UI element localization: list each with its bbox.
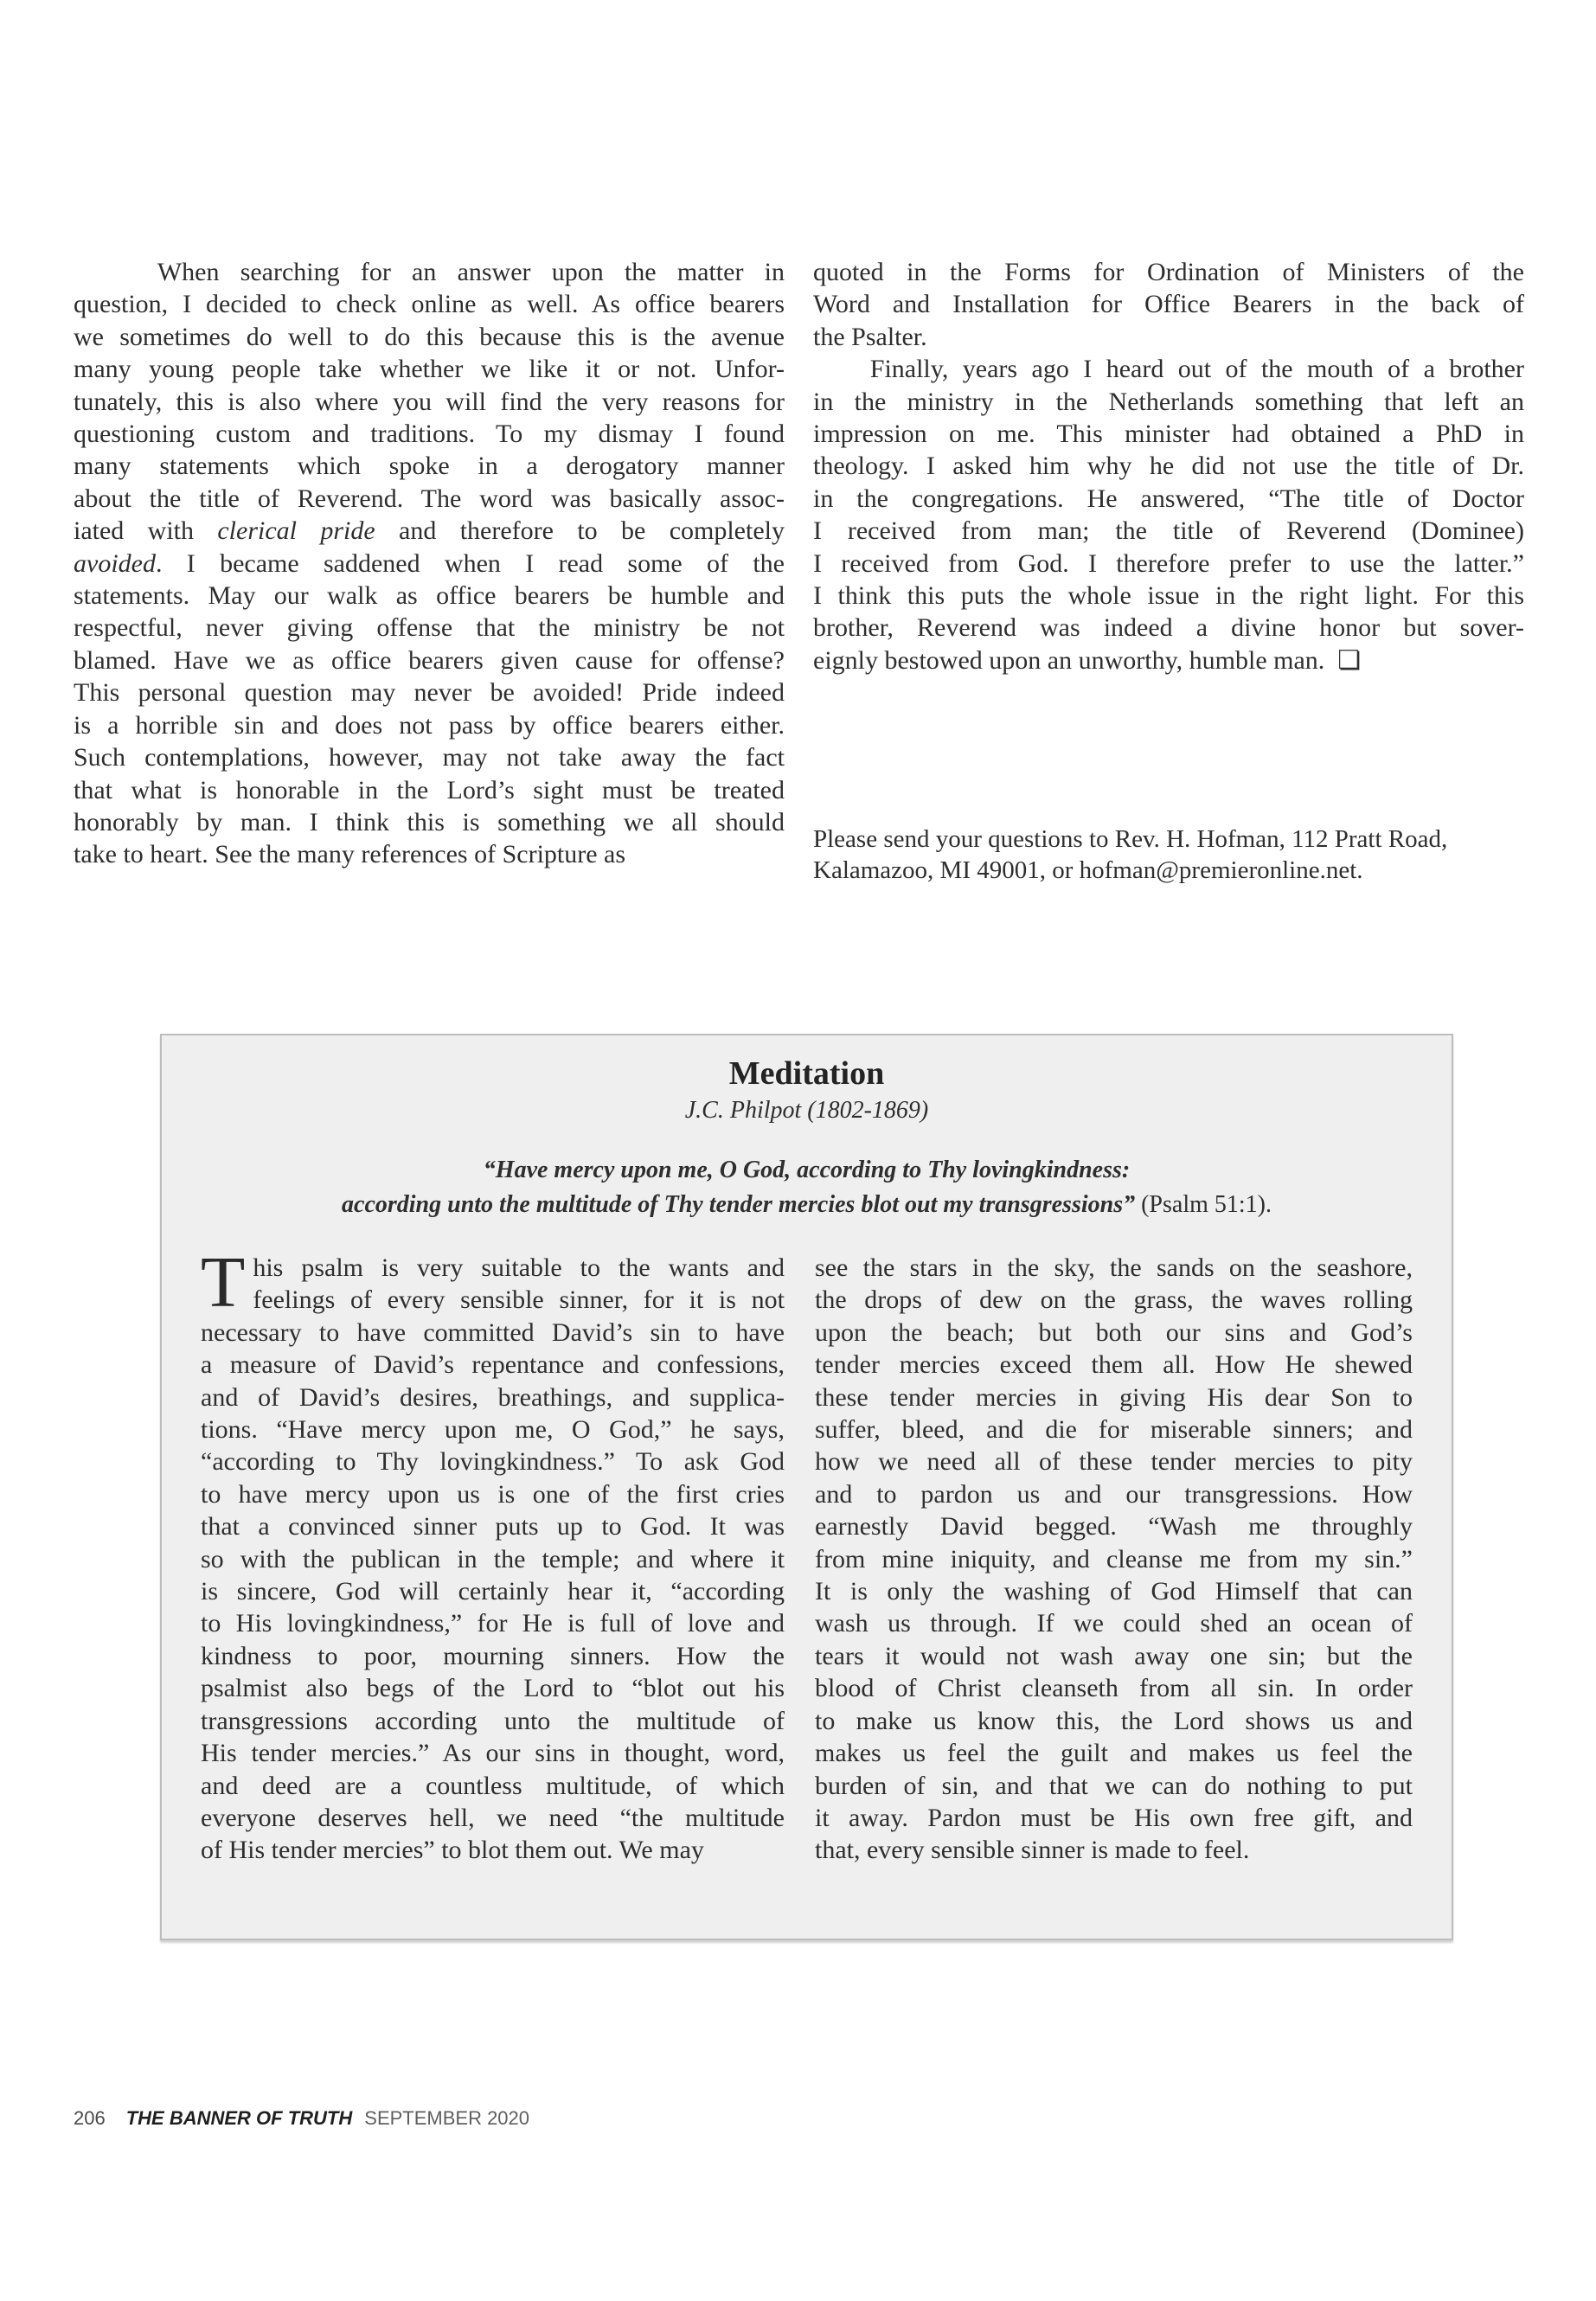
text-line: wash us through. If we could shed an ocean of — [815, 1609, 1413, 1638]
text-line: It is only the washing of God Himself that can — [815, 1577, 1413, 1606]
text-line: This personal question may never be avoided! Pride indeed — [74, 678, 785, 708]
text-line: many young people take whether we like it or not. Unfor- — [74, 355, 785, 384]
text-line: Kalamazoo, MI 49001, or hofman@premieronline.net. — [813, 856, 1363, 884]
text-line: Such contemplations, however, may not take away the fact — [74, 743, 785, 772]
meditation-column-left — [201, 1242, 785, 1867]
text-line: I received from man; the title of Reverend (Dominee) — [813, 516, 1524, 546]
text-line: eignly bestowed upon an unworthy, humble man. ❏ — [813, 645, 1362, 675]
text-line: take to heart. See the many references of Scripture as — [74, 840, 626, 869]
quote-scripture-reference: (Psalm 51:1). — [1135, 1191, 1272, 1218]
text-line: many statements which spoke in a derogatory manner — [74, 452, 785, 481]
text-line: to make us know this, the Lord shows us and — [815, 1706, 1413, 1735]
text-line: When searching for an answer upon the matter in — [74, 258, 785, 286]
text-line: respectful, never giving offense that the ministry be not — [74, 613, 785, 643]
text-line: in the congregations. He answered, “The title of Doctor — [813, 484, 1524, 513]
quote-line-2-text: according unto the multitude of Thy tender mercies blot out my transgressions” — [342, 1191, 1136, 1218]
text-line: Please send your questions to Rev. H. Hofman, 112 Pratt Road, — [813, 825, 1448, 853]
article-column-right — [813, 256, 1524, 676]
article-column-left — [74, 256, 785, 871]
meditation-title: Meditation — [728, 1055, 885, 1092]
text-line: “according to Thy lovingkindness.” To ask God — [201, 1447, 785, 1477]
text-line: quoted in the Forms for Ordination of Ministers of the — [813, 258, 1524, 286]
text-line: to have mercy upon us is one of the first cries — [201, 1479, 785, 1509]
issue-date: SEPTEMBER 2020 — [364, 2107, 530, 2129]
text-line: makes us feel the guilt and makes us feel the — [815, 1739, 1413, 1768]
text-line: about the title of Reverend. The word was basically assoc- — [74, 484, 785, 513]
meditation-body — [201, 1242, 1413, 1867]
text-line: brother, Reverend was indeed a divine honor but sover- — [813, 613, 1524, 643]
text-line: psalmist also begs of the Lord to “blot out his — [201, 1674, 785, 1703]
text-line: from mine iniquity, and cleanse me from my sin.” — [815, 1544, 1413, 1574]
text-line: so with the publican in the temple; and where it — [201, 1544, 785, 1574]
text-line: Word and Installation for Office Bearers in the back of — [813, 290, 1524, 319]
contact-note — [813, 824, 1531, 886]
text-line: is sincere, God will certainly hear it, “according — [201, 1577, 785, 1606]
text-line: to His lovingkindness,” for He is full of love and — [201, 1609, 785, 1638]
text-line: and of David’s desires, breathings, and supplica- — [201, 1382, 785, 1412]
text-line: upon the beach; but both our sins and God’s — [815, 1317, 1413, 1347]
page-footer — [74, 2107, 529, 2130]
meditation-box — [160, 1034, 1453, 1940]
text-line: impression on me. This minister had obtained a PhD in — [813, 420, 1524, 449]
text-line: blood of Christ cleanseth from all sin. In order — [815, 1674, 1413, 1703]
text-line: tions. “Have mercy upon me, O God,” he says, — [201, 1415, 785, 1445]
text-line: blamed. Have we as office bearers given cause for offense? — [74, 645, 785, 675]
text-line: in the ministry in the Netherlands something that left an — [813, 387, 1524, 416]
text-line: kindness to poor, mourning sinners. How the — [201, 1641, 785, 1670]
text-line: and to pardon us and our transgressions. How — [815, 1479, 1413, 1509]
magazine-title: THE BANNER OF TRUTH — [125, 2107, 353, 2129]
text-line: tunately, this is also where you will find the very reasons for — [74, 387, 785, 416]
text-line: the Psalter. — [813, 322, 927, 351]
page-number: 206 — [74, 2107, 106, 2129]
text-line: transgressions according unto the multitude of — [201, 1706, 785, 1735]
text-line: necessary to have committed David’s sin to have — [201, 1317, 785, 1347]
meditation-quote — [201, 1153, 1413, 1222]
text-line: the drops of dew on the grass, the waves rolling — [815, 1285, 1413, 1315]
meditation-author: J.C. Philpot (1802-1869) — [684, 1097, 929, 1124]
text-line: His tender mercies.” As our sins in thought, word, — [201, 1739, 785, 1768]
text-line: a measure of David’s repentance and confessions, — [201, 1350, 785, 1380]
text-line: that a convinced sinner puts up to God. It was — [201, 1512, 785, 1541]
text-line: everyone deserves hell, we need “the multitude — [201, 1803, 785, 1832]
quote-line-1: “Have mercy upon me, O God, according to Thy lovingkindness: — [483, 1157, 1131, 1183]
drop-cap-letter: T — [201, 1242, 246, 1323]
text-line: we sometimes do well to do this because this is the avenue — [74, 322, 785, 351]
text-line: suffer, bleed, and die for miserable sinners; and — [815, 1415, 1413, 1445]
quote-line-2 — [201, 1188, 1413, 1222]
text-line: it away. Pardon must be His own free gift, and — [815, 1803, 1413, 1832]
text-line: question, I decided to check online as well. As office bearers — [74, 290, 785, 319]
text-line: theology. I asked him why he did not use the title of Dr. — [813, 452, 1524, 481]
text-line: burden of sin, and that we can do nothing to put — [815, 1771, 1413, 1800]
text-line: honorably by man. I think this is something we all should — [74, 807, 785, 836]
text-line: that, every sensible sinner is made to feel. — [815, 1836, 1250, 1865]
text-line: Finally, years ago I heard out of the mouth of a brother — [813, 355, 1524, 384]
text-line: his psalm is very suitable to the wants and — [253, 1253, 785, 1282]
text-line: questioning custom and traditions. To my dismay I found — [74, 420, 785, 449]
text-line: I think this puts the whole issue in the right light. For this — [813, 581, 1524, 611]
text-line: that what is honorable in the Lord’s sight must be treated — [74, 775, 785, 804]
text-line: of His tender mercies” to blot them out. We may — [201, 1836, 704, 1865]
meditation-column-right — [815, 1252, 1413, 1867]
text-line: iated with clerical pride and therefore to be completely — [74, 516, 785, 546]
text-line: and deed are a countless multitude, of which — [201, 1771, 785, 1800]
text-line: these tender mercies in giving His dear Son to — [815, 1382, 1413, 1412]
text-line: avoided. I became saddened when I read some of the — [74, 548, 785, 578]
text-line: is a horrible sin and does not pass by office bearers either. — [74, 710, 785, 740]
text-line: I received from God. I therefore prefer to use the latter.” — [813, 548, 1524, 578]
text-line: how we need all of these tender mercies to pity — [815, 1447, 1413, 1477]
text-line: statements. May our walk as office bearers be humble and — [74, 581, 785, 611]
text-line: tears it would not wash away one sin; but the — [815, 1641, 1413, 1670]
text-line: feelings of every sensible sinner, for it is not — [253, 1285, 785, 1315]
text-line: see the stars in the sky, the sands on the seashore, — [815, 1253, 1413, 1282]
text-line: tender mercies exceed them all. How He shewed — [815, 1350, 1413, 1380]
text-line: earnestly David begged. “Wash me throughly — [815, 1512, 1413, 1541]
